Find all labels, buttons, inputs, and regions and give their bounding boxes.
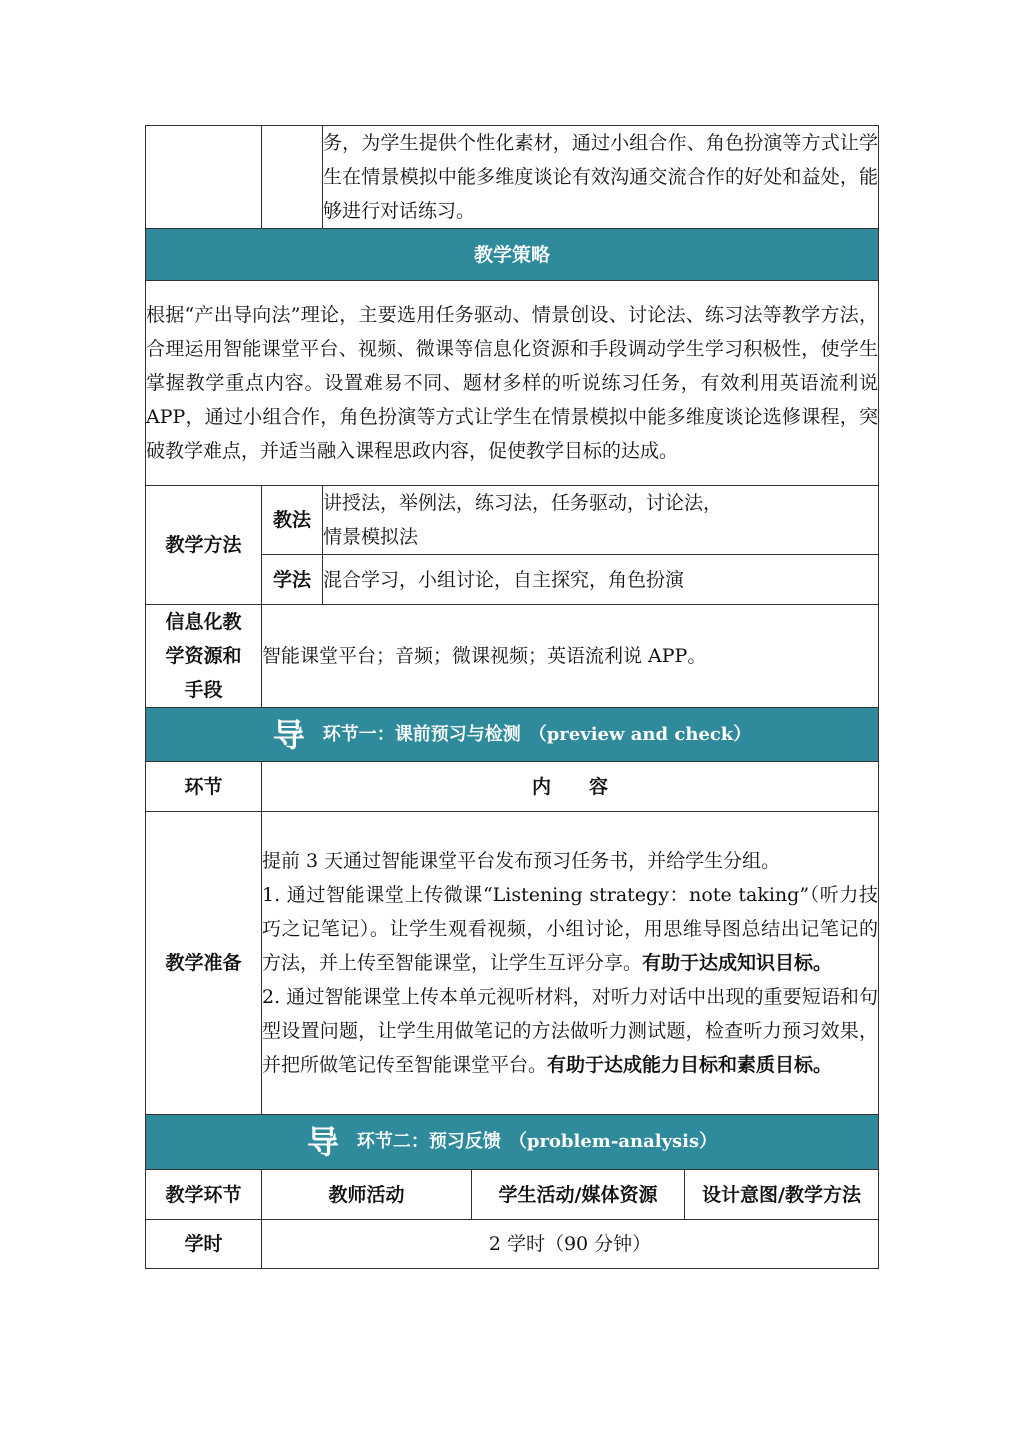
prep-item-1-goal: 有助于达成知识目标。: [642, 952, 833, 974]
stage1-english: （preview and check）: [528, 723, 752, 745]
resources-text: 智能课堂平台；音频；微课视频；英语流利说 APP。: [262, 605, 879, 708]
col-design-header: 设计意图/教学方法: [685, 1170, 879, 1220]
prep-intro: 提前 3 天通过智能课堂平台发布预习任务书，并给学生分组。: [262, 850, 781, 872]
prep-item-1-text: 1. 通过智能课堂上传微课“Listening strategy：note taking”（听力技巧之记笔记）。让学生观看视频，小组讨论，用思维导图总结出记笔记的方法，并上传至智能课堂，让学生互评分享。: [262, 884, 879, 974]
prep-item-2: [262, 980, 878, 1082]
teaching-method-text: 讲授法，举例法，练习法，任务驱动，讨论法， 情景模拟法: [323, 486, 879, 555]
col-content-header: 内 容: [262, 762, 879, 812]
blank-cell: [146, 126, 262, 229]
stage2-banner: [146, 1115, 879, 1170]
strategy-text: 根据“产出导向法”理论，主要选用任务驱动、情景创设、讨论法、练习法等教学方法，合理运用智能课堂平台、视频、微课等信息化资源和手段调动学生学习积极性，使学生掌握教学重点内容。设置难易不同、题材多样的听说练习任务，有效利用英语流利说 APP，通过小组合作，角色扮演等方式让学生在情景模拟中能多维度谈论选修课程，突破教学难点，并适当融入课程思政内容，促使教学目标的达成。: [146, 281, 879, 486]
stage1-banner: [146, 708, 879, 762]
learning-method-text: 混合学习，小组讨论，自主探究，角色扮演: [323, 555, 879, 605]
prep-content: [262, 812, 879, 1115]
prep-label: 教学准备: [146, 812, 262, 1115]
hours-label: 学时: [146, 1220, 262, 1269]
blank-cell: [262, 126, 323, 229]
stage2-english: （problem-analysis）: [508, 1131, 718, 1152]
col-stage2-header: 教学环节: [146, 1170, 262, 1220]
prep-item-1: [262, 878, 878, 980]
methods-label: 教学方法: [146, 486, 262, 605]
strategy-heading-text: 教学策略: [474, 243, 551, 266]
col-teacher-header: 教师活动: [262, 1170, 472, 1220]
resources-label-line: 学资源和: [165, 645, 242, 667]
col-student-header: 学生活动/媒体资源: [472, 1170, 685, 1220]
stage2-title: 环节二：预习反馈: [356, 1131, 501, 1152]
resources-label: [146, 605, 262, 708]
hours-value: 2 学时（90 分钟）: [262, 1220, 879, 1269]
resources-label-line: 手段: [184, 679, 223, 701]
lesson-plan-table: [145, 125, 879, 1269]
learning-method-label: 学法: [262, 555, 323, 605]
prep-item-2-goal: 有助于达成能力目标和素质目标。: [547, 1054, 833, 1076]
objective-continuation: 务，为学生提供个性化素材，通过小组合作、角色扮演等方式让学生在情景模拟中能多维度谈论有效沟通交流合作的好处和益处，能够进行对话练习。: [323, 126, 879, 229]
dao-icon: 导: [306, 1123, 339, 1161]
col-stage-header: 环节: [146, 762, 262, 812]
teaching-method-label: 教法: [262, 486, 323, 555]
dao-icon: 导: [272, 715, 305, 754]
stage1-title: 环节一：课前预习与检测: [322, 723, 521, 745]
strategy-heading: [146, 229, 879, 281]
resources-label-line: 信息化教: [165, 611, 242, 633]
prep-item-2-text: 2. 通过智能课堂上传本单元视听材料，对听力对话中出现的重要短语和句型设置问题，让学生用做笔记的方法做听力测试题，检查听力预习效果，并把所做笔记传至智能课堂平台。: [262, 986, 879, 1076]
